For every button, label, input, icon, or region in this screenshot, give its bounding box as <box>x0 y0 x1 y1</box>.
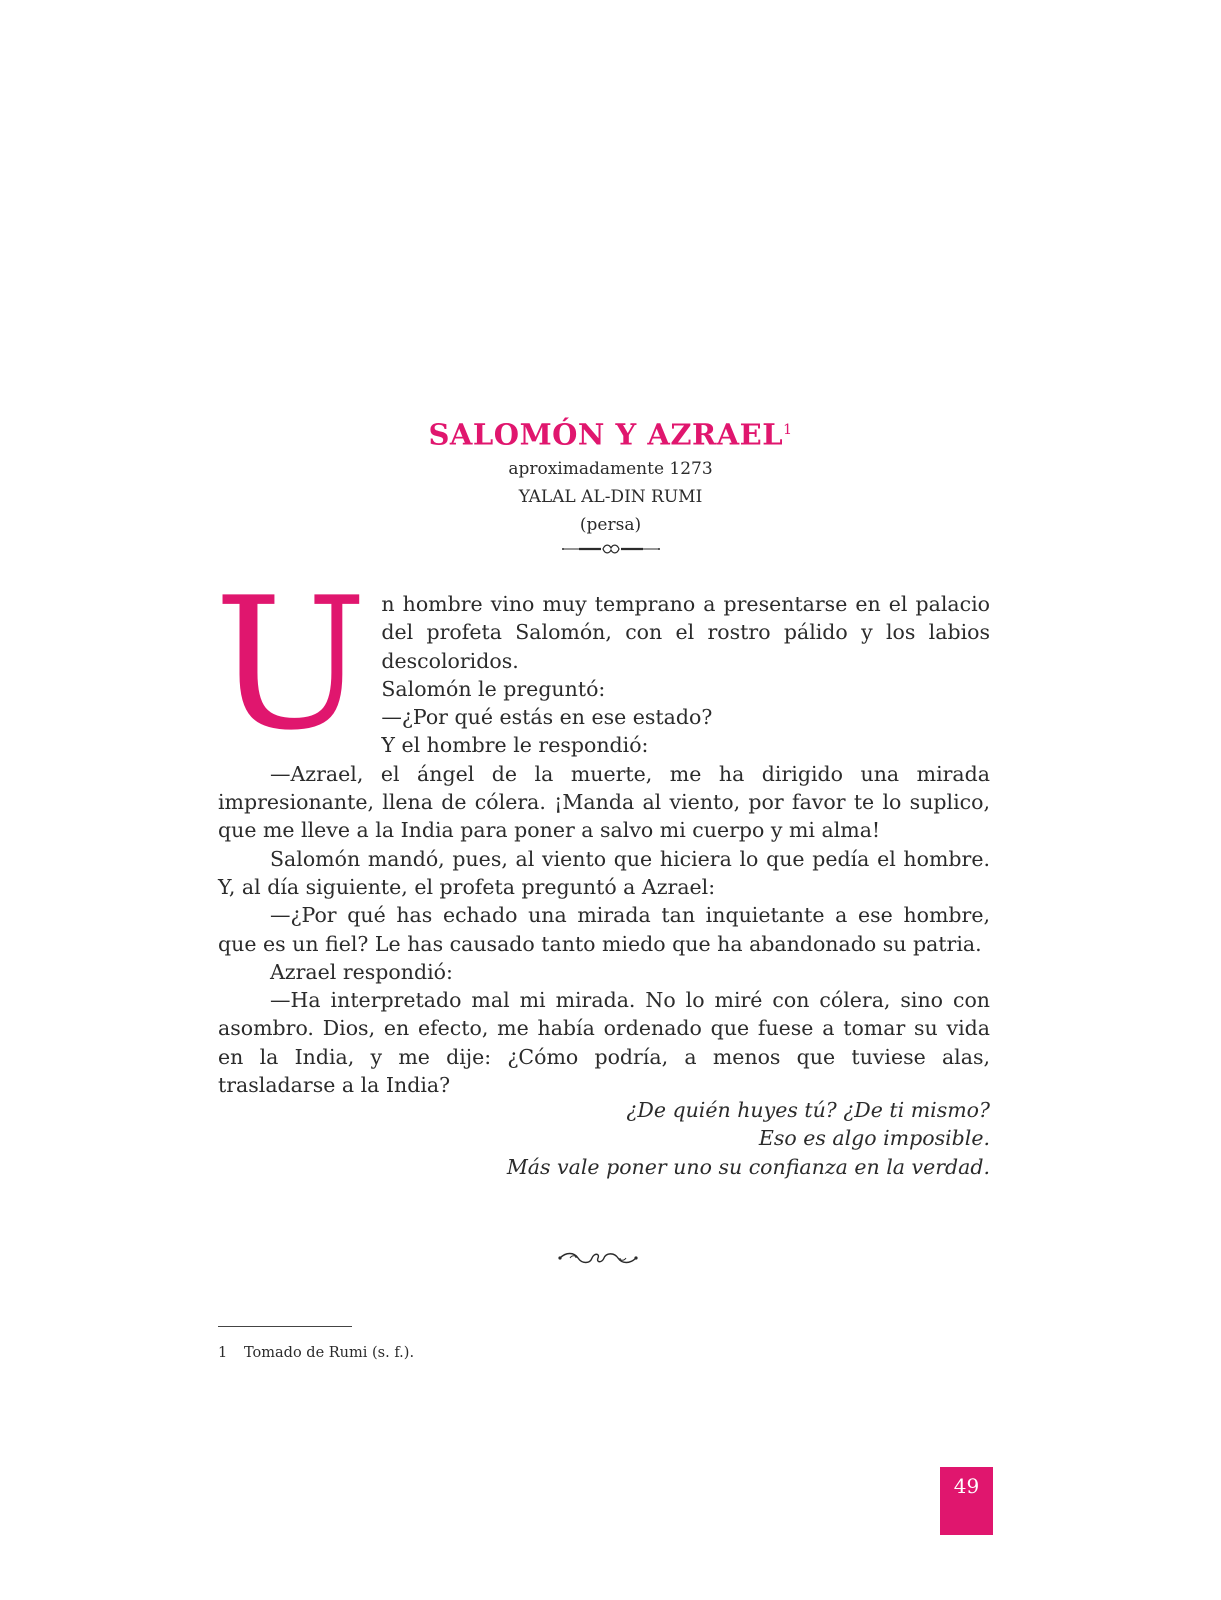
page-number-tab <box>940 1467 993 1535</box>
story-body <box>214 558 990 1099</box>
paragraph-1: n hombre vino muy temprano a presentarse en el palacio del profeta Salomón, con el rostro pálido y los labios descoloridos. <box>381 592 990 673</box>
verse-line: ¿De quién huyes tú? ¿De ti mismo? <box>626 1098 990 1122</box>
paragraph-5: —Azrael, el ángel de la muerte, me ha dirigido una mirada impresionante, llena de cólera. ¡Manda al viento, por favor te lo suplico, que me lleve a la India para poner a salvo mi cuerpo y mi alma! <box>218 761 990 843</box>
story-origin: (persa) <box>579 514 642 535</box>
paragraph-2: Salomón le preguntó: <box>381 676 606 701</box>
page-number: 49 <box>953 1474 980 1498</box>
footnote-divider <box>218 1326 352 1327</box>
paragraph-6: Salomón mandó, pues, al viento que hiciera lo que pedía el hombre. Y, al día siguiente, el profeta preguntó a Azrael: <box>218 846 990 899</box>
paragraph-9: —Ha interpretado mal mi mirada. No lo miré con cólera, sino con asombro. Dios, en efecto, me había ordenado que fuese a tomar su vida en la India, y me dije: ¿Cómo podría, a menos que tuviese alas, trasladarse a la India? <box>218 988 990 1098</box>
story-author: YALAL AL-DIN RUMI <box>518 486 703 507</box>
paragraph-8: Azrael respondió: <box>270 959 453 984</box>
paragraph-3: —¿Por qué estás en ese estado? <box>381 705 713 730</box>
closing-verse <box>218 1096 990 1181</box>
title-footnote-mark: 1 <box>783 422 793 438</box>
story-title <box>0 410 1221 455</box>
verse-line: Eso es algo imposible. <box>758 1126 990 1151</box>
swirl-ornament-icon <box>556 1250 640 1266</box>
flourish-divider-icon <box>561 543 661 555</box>
drop-cap: U <box>214 558 368 770</box>
paragraph-4: Y el hombre le respondió: <box>381 733 649 758</box>
story-date: aproximadamente 1273 <box>508 458 713 479</box>
paragraph-7: —¿Por qué has echado una mirada tan inquietante a ese hombre, que es un fiel? Le has causado tanto miedo que ha abandonado su patria. <box>218 903 990 956</box>
footnote-number: 1 <box>218 1345 228 1361</box>
footnote-text: Tomado de Rumi (s. f.). <box>244 1345 415 1361</box>
story-header <box>0 410 1221 555</box>
verse-line: Más vale poner uno su confianza en la verdad. <box>506 1154 990 1179</box>
footnote <box>218 1345 414 1361</box>
story-title-text: SALOMÓN Y AZRAEL <box>428 417 784 452</box>
